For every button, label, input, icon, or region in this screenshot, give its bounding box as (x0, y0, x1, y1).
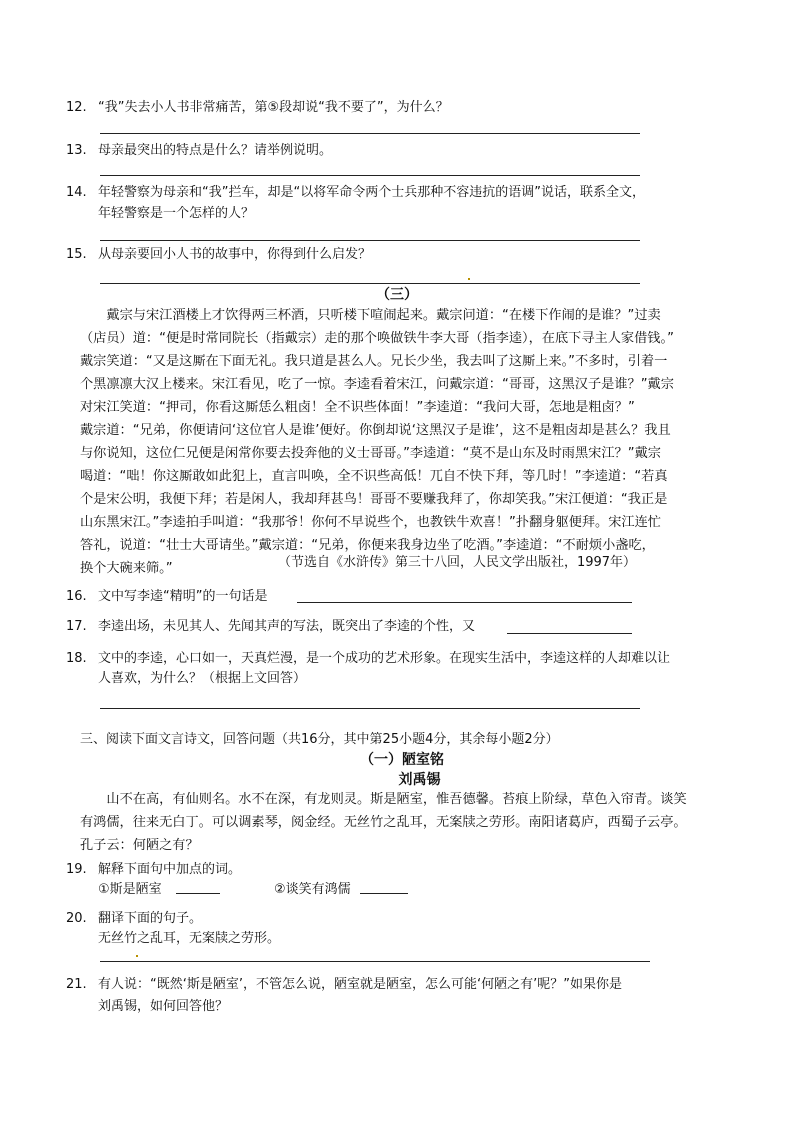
passage-line: 戴宗与宋江酒楼上才饮得两三杯酒，只听楼下喧闹起来。戴宗问道：“在楼下作闹的是谁？”过卖 (106, 308, 661, 323)
question-19-item-2: ②谈笑有鸿儒 (274, 882, 351, 897)
stray-mark (136, 955, 138, 957)
passage-line: 喝道：“咄！你这厮敢如此犯上，直言叫唤，全不识些高低！兀自不快下拜，等几时！”李逵道：“若真 (80, 469, 668, 484)
question-19-item-1: ①斯是陋室 (98, 882, 162, 897)
answer-line-15[interactable] (100, 283, 640, 284)
question-text: 从母亲要回小人书的故事中，你得到什么启发？ (98, 247, 372, 262)
answer-line-16[interactable] (297, 602, 632, 603)
question-text: 李逵出场，未见其人、先闻其声的写法，既突出了李逵的个性，又 (98, 619, 476, 634)
question-number: 17. (66, 619, 87, 634)
passage-line: 对宋江笑道：“押司，你看这厮恁么粗卤！全不识些体面！”李逵道：“我问大哥，怎地是粗卤？” (80, 400, 635, 415)
question-number: 18. (66, 651, 87, 666)
passage-line: 个是宋公明，我便下拜；若是闲人，我却拜甚鸟！哥哥不要赚我拜了，你却笑我。”宋江便道：“我正是 (80, 492, 668, 507)
stray-mark (468, 278, 470, 280)
question-text: 年轻警察为母亲和“我”拦车，却是“以将军命令两个士兵那种不容违抗的语调”说话，联系全文， (98, 185, 645, 200)
question-text: 文中写李逵“精明”的一句话是 (98, 589, 268, 604)
passage-line: 答礼，说道：“壮士大哥请坐。”戴宗道：“兄弟，你便来我身边坐了吃酒。”李逵道：“不耐烦小盏吃， (80, 538, 655, 553)
answer-line-14[interactable] (100, 240, 640, 241)
question-18-cont: 人喜欢，为什么？（根据上文回答） (98, 671, 307, 686)
passage-line: 个黑凛凛大汉上楼来。宋江看见，吃了一惊。李逵看着宋江，问戴宗道：“哥哥，这黑汉子是谁？”戴宗 (80, 377, 674, 392)
answer-line-12[interactable] (100, 133, 640, 134)
question-14-cont: 年轻警察是一个怎样的人？ (98, 206, 255, 221)
question-number: 15. (66, 247, 87, 262)
answer-line-20[interactable] (100, 961, 650, 962)
answer-line-19-1[interactable] (176, 893, 220, 894)
question-number: 19. (66, 862, 87, 877)
section-title: （三） (376, 287, 418, 303)
question-text: “我”失去小人书非常痛苦，第⑤段却说“我不要了”，为什么？ (98, 100, 449, 115)
passage-loushiming (80, 788, 720, 857)
poem-author: 刘禹锡 (398, 772, 441, 788)
passage-line: 与你说知，这位仁兄便是闲常你要去投奔他的义士哥哥。”李逵道：“莫不是山东及时雨黑宋江？”戴宗 (80, 446, 661, 461)
question-20-cont: 无丝竹之乱耳，无案牍之劳形。 (98, 931, 281, 946)
poem-line: 孔子云：何陋之有？ (80, 838, 199, 853)
question-text: 文中的李逵，心口如一，天真烂漫，是一个成功的艺术形象。在现实生活中，李逵这样的人却难以让 (98, 651, 671, 666)
passage-line: 换个大碗来筛。” (80, 561, 173, 576)
question-number: 13. (66, 143, 87, 158)
question-text: 有人说：“既然‘斯是陋室’，不管怎么说，陋室就是陋室，怎么可能‘何陋之有’呢？”如果你是 (98, 977, 622, 992)
passage-line: 山东黑宋江。”李逵拍手叫道：“我那爷！你何不早说些个，也教铁牛欢喜！”扑翻身躯便拜。宋江连忙 (80, 515, 661, 530)
question-number: 14. (66, 185, 87, 200)
passage-source: （节选自《水浒传》第三十八回，人民文学出版社，1997年） (277, 555, 637, 570)
passage-line: 戴宗道：“兄弟，你便请问‘这位官人是谁’便好。你倒却说‘这黑汉子是谁’，这不是粗卤却是甚么？我且 (80, 423, 671, 438)
question-21-cont: 刘禹锡，如何回答他？ (98, 999, 229, 1014)
poem-line: 山不在高，有仙则名。水不在深，有龙则灵。斯是陋室，惟吾德馨。苔痕上阶绿，草色入帘青。谈笑 (106, 792, 687, 807)
passage-line: （店员）道：“便是时常同院长（指戴宗）走的那个唤做铁牛李大哥（指李逵），在底下寻主人家借钱。” (80, 331, 674, 346)
poem-title: （一）陋室铭 (360, 752, 444, 768)
part3-heading: 三、阅读下面文言诗文，回答问题（共16分，其中第25小题4分，其余每小题2分） (80, 732, 559, 747)
question-number: 16. (66, 589, 87, 604)
question-number: 21. (66, 977, 87, 992)
passage-shuihu (80, 304, 720, 580)
question-text: 翻译下面的句子。 (98, 911, 203, 926)
poem-line: 有鸿儒，往来无白丁。可以调素琴，阅金经。无丝竹之乱耳，无案牍之劳形。南阳诸葛庐，西蜀子云亭。 (80, 815, 687, 830)
question-text: 解释下面句中加点的词。 (98, 862, 242, 877)
passage-line: 戴宗笑道：“又是这厮在下面无礼。我只道是甚么人。兄长少坐，我去叫了这厮上来。”不多时，引着一 (80, 354, 668, 369)
answer-line-13[interactable] (100, 175, 640, 176)
answer-line-18[interactable] (100, 708, 640, 709)
answer-line-17[interactable] (507, 633, 632, 634)
question-text: 母亲最突出的特点是什么？请举例说明。 (98, 143, 333, 158)
answer-line-19-2[interactable] (360, 893, 408, 894)
question-number: 12. (66, 100, 87, 115)
question-number: 20. (66, 911, 87, 926)
